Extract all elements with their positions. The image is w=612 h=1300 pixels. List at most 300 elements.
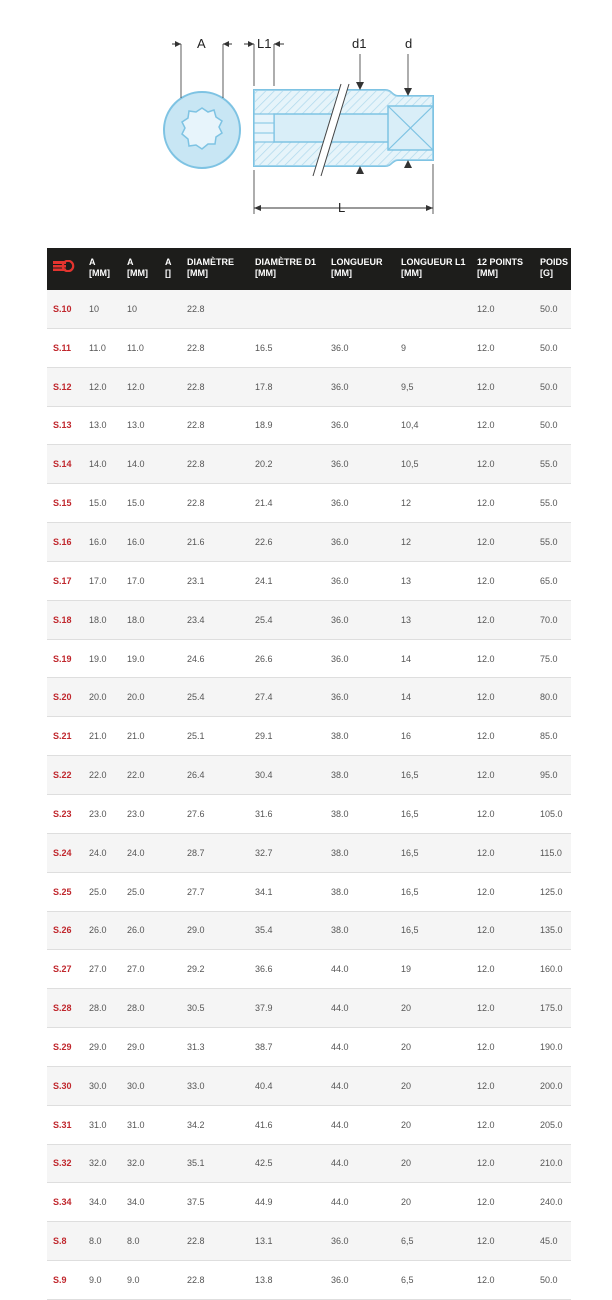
table-cell: 125.0: [534, 872, 571, 911]
table-cell: 50.0: [534, 406, 571, 445]
table-row: [47, 794, 571, 833]
product-reference[interactable]: S.19: [47, 639, 83, 678]
product-reference[interactable]: S.34: [47, 1183, 83, 1222]
table-cell: 12.0: [83, 367, 121, 406]
table-cell: 105.0: [534, 794, 571, 833]
table-cell: 26.0: [121, 911, 159, 950]
table-cell: 38.0: [325, 911, 395, 950]
table-cell: 29.0: [181, 911, 249, 950]
column-header-unit: [G]: [540, 268, 553, 278]
table-cell: 18.9: [249, 406, 325, 445]
table-cell: [159, 950, 181, 989]
table-cell: 9,5: [395, 367, 471, 406]
table-cell: 16.0: [121, 523, 159, 562]
label-l: L: [338, 200, 346, 215]
table-cell: 29.1: [249, 717, 325, 756]
table-cell: [159, 1144, 181, 1183]
table-cell: 24.1: [249, 561, 325, 600]
table-cell: 10: [83, 290, 121, 328]
table-cell: 26.0: [83, 911, 121, 950]
table-cell: 12.0: [471, 1144, 534, 1183]
table-cell: 41.6: [249, 1105, 325, 1144]
table-cell: 50.0: [534, 290, 571, 328]
table-cell: 20.2: [249, 445, 325, 484]
product-reference[interactable]: S.30: [47, 1066, 83, 1105]
table-cell: 30.0: [121, 1066, 159, 1105]
label-d1: d1: [352, 36, 367, 51]
table-cell: 24.0: [83, 833, 121, 872]
table-row: [47, 989, 571, 1028]
table-cell: 20: [395, 1066, 471, 1105]
column-header-title: A: [89, 257, 96, 267]
table-cell: 36.0: [325, 1222, 395, 1261]
table-cell: 14.0: [121, 445, 159, 484]
table-cell: 15.0: [121, 484, 159, 523]
table-cell: 12.0: [471, 445, 534, 484]
table-cell: 28.0: [121, 989, 159, 1028]
table-cell: 24.6: [181, 639, 249, 678]
table-cell: 19.0: [83, 639, 121, 678]
table-cell: [159, 1183, 181, 1222]
table-cell: 13.0: [121, 406, 159, 445]
table-cell: 31.6: [249, 794, 325, 833]
table-row: [47, 367, 571, 406]
table-cell: [159, 1105, 181, 1144]
product-reference[interactable]: S.13: [47, 406, 83, 445]
brand-logo-icon: [53, 260, 75, 272]
label-d: d: [405, 36, 413, 51]
table-cell: 23.1: [181, 561, 249, 600]
table-cell: 32.0: [121, 1144, 159, 1183]
product-reference[interactable]: S.31: [47, 1105, 83, 1144]
table-row: [47, 523, 571, 562]
table-cell: 12.0: [471, 1028, 534, 1067]
table-cell: 10,5: [395, 445, 471, 484]
table-cell: 12.0: [471, 911, 534, 950]
table-cell: [159, 1222, 181, 1261]
table-row: [47, 406, 571, 445]
table-cell: 36.6: [249, 950, 325, 989]
table-cell: 38.0: [325, 756, 395, 795]
table-cell: 33.0: [181, 1066, 249, 1105]
table-cell: 22.8: [181, 1261, 249, 1300]
table-cell: 25.0: [83, 872, 121, 911]
table-cell: 42.5: [249, 1144, 325, 1183]
table-cell: 29.0: [83, 1028, 121, 1067]
table-cell: 20: [395, 989, 471, 1028]
column-header-unit: [MM]: [187, 268, 208, 278]
table-cell: [159, 989, 181, 1028]
table-cell: [159, 406, 181, 445]
table-cell: 22.6: [249, 523, 325, 562]
table-cell: 12.0: [471, 989, 534, 1028]
table-cell: 160.0: [534, 950, 571, 989]
table-cell: 13.1: [249, 1222, 325, 1261]
table-cell: 35.4: [249, 911, 325, 950]
table-cell: 36.0: [325, 484, 395, 523]
table-cell: 30.5: [181, 989, 249, 1028]
table-cell: 38.0: [325, 833, 395, 872]
table-cell: 26.4: [181, 756, 249, 795]
table-cell: 12.0: [471, 872, 534, 911]
table-row: [47, 1222, 571, 1261]
table-cell: 12: [395, 523, 471, 562]
table-row: [47, 717, 571, 756]
table-cell: 19.0: [121, 639, 159, 678]
table-cell: 22.8: [181, 445, 249, 484]
product-reference[interactable]: S.12: [47, 367, 83, 406]
table-cell: 16.5: [249, 328, 325, 367]
table-cell: 205.0: [534, 1105, 571, 1144]
table-cell: 15.0: [83, 484, 121, 523]
socket-side-view: [254, 84, 433, 176]
table-cell: 12.0: [471, 1105, 534, 1144]
table-cell: 50.0: [534, 328, 571, 367]
socket-front-view: [164, 92, 240, 168]
table-cell: 16.0: [83, 523, 121, 562]
table-cell: [159, 1261, 181, 1300]
table-cell: 200.0: [534, 1066, 571, 1105]
table-cell: 27.0: [83, 950, 121, 989]
table-cell: 31.3: [181, 1028, 249, 1067]
table-cell: [159, 1066, 181, 1105]
table-cell: 12: [395, 484, 471, 523]
table-cell: 9.0: [121, 1261, 159, 1300]
dimension-a: [172, 36, 232, 98]
table-cell: 27.4: [249, 678, 325, 717]
table-cell: 22.0: [121, 756, 159, 795]
table-cell: [159, 717, 181, 756]
table-cell: 26.6: [249, 639, 325, 678]
table-cell: [159, 833, 181, 872]
table-cell: 29.0: [121, 1028, 159, 1067]
table-cell: 12.0: [471, 600, 534, 639]
table-cell: 55.0: [534, 484, 571, 523]
table-cell: 12.0: [471, 678, 534, 717]
table-cell: 16,5: [395, 833, 471, 872]
table-cell: [159, 911, 181, 950]
table-cell: 25.0: [121, 872, 159, 911]
table-cell: 11.0: [121, 328, 159, 367]
table-cell: 12.0: [471, 950, 534, 989]
table-cell: [159, 367, 181, 406]
table-cell: [159, 484, 181, 523]
table-cell: [159, 600, 181, 639]
table-cell: 20: [395, 1144, 471, 1183]
table-cell: 32.0: [83, 1144, 121, 1183]
table-cell: 17.8: [249, 367, 325, 406]
product-reference[interactable]: S.25: [47, 872, 83, 911]
column-header-unit: [MM]: [477, 268, 498, 278]
table-cell: 23.4: [181, 600, 249, 639]
table-cell: 21.0: [83, 717, 121, 756]
table-cell: [159, 523, 181, 562]
table-cell: [395, 290, 471, 328]
table-cell: 12.0: [471, 756, 534, 795]
table-cell: 10: [121, 290, 159, 328]
product-reference[interactable]: S.29: [47, 1028, 83, 1067]
table-cell: 12.0: [471, 523, 534, 562]
table-row: [47, 756, 571, 795]
table-cell: 16,5: [395, 872, 471, 911]
column-header-title: LONGUEUR L1: [401, 257, 466, 267]
product-reference[interactable]: S.26: [47, 911, 83, 950]
table-cell: 12.0: [471, 639, 534, 678]
table-cell: 6,5: [395, 1222, 471, 1261]
table-cell: 40.4: [249, 1066, 325, 1105]
product-reference[interactable]: S.21: [47, 717, 83, 756]
column-header-unit: [MM]: [401, 268, 422, 278]
column-header-title: 12 POINTS: [477, 257, 524, 267]
table-row: [47, 833, 571, 872]
table-cell: 8.0: [83, 1222, 121, 1261]
column-header-title: POIDS: [540, 257, 569, 267]
table-cell: 34.1: [249, 872, 325, 911]
table-row: [47, 911, 571, 950]
table-cell: 12.0: [471, 1261, 534, 1300]
table-row: [47, 1144, 571, 1183]
table-cell: [159, 561, 181, 600]
table-cell: 38.7: [249, 1028, 325, 1067]
table-cell: 36.0: [325, 1261, 395, 1300]
table-cell: 20: [395, 1028, 471, 1067]
table-cell: 36.0: [325, 678, 395, 717]
table-cell: 37.5: [181, 1183, 249, 1222]
table-cell: [159, 756, 181, 795]
table-row: [47, 484, 571, 523]
table-cell: 31.0: [121, 1105, 159, 1144]
header-logo-cell: [47, 248, 83, 290]
table-cell: 12.0: [471, 290, 534, 328]
table-cell: 9.0: [83, 1261, 121, 1300]
table-cell: 16,5: [395, 794, 471, 833]
table-cell: [249, 290, 325, 328]
table-cell: 25.1: [181, 717, 249, 756]
table-cell: 9: [395, 328, 471, 367]
table-cell: 85.0: [534, 717, 571, 756]
table-cell: 70.0: [534, 600, 571, 639]
product-reference[interactable]: S.20: [47, 678, 83, 717]
table-cell: 29.2: [181, 950, 249, 989]
table-cell: 45.0: [534, 1222, 571, 1261]
table-cell: 12.0: [471, 367, 534, 406]
table-cell: 16,5: [395, 756, 471, 795]
table-cell: 20: [395, 1105, 471, 1144]
table-cell: 115.0: [534, 833, 571, 872]
table-cell: 23.0: [83, 794, 121, 833]
column-header-unit: [MM]: [331, 268, 352, 278]
table-row: [47, 1261, 571, 1300]
table-cell: 95.0: [534, 756, 571, 795]
table-cell: 44.0: [325, 1028, 395, 1067]
table-cell: 12.0: [471, 328, 534, 367]
table-cell: 22.8: [181, 328, 249, 367]
table-cell: 12.0: [471, 1183, 534, 1222]
table-cell: 25.4: [181, 678, 249, 717]
column-header-title: A: [165, 257, 172, 267]
product-reference[interactable]: S.10: [47, 290, 83, 328]
table-row: [47, 290, 571, 328]
table-cell: 44.0: [325, 1066, 395, 1105]
table-row: [47, 561, 571, 600]
product-reference[interactable]: S.11: [47, 328, 83, 367]
table-cell: 20: [395, 1183, 471, 1222]
table-cell: 12.0: [471, 561, 534, 600]
column-header: [534, 248, 571, 290]
column-header: [121, 248, 159, 290]
table-cell: 50.0: [534, 367, 571, 406]
table-cell: 12.0: [471, 717, 534, 756]
product-reference[interactable]: S.22: [47, 756, 83, 795]
table-row: [47, 1066, 571, 1105]
table-cell: 175.0: [534, 989, 571, 1028]
table-row: [47, 1105, 571, 1144]
table-row: [47, 950, 571, 989]
table-cell: [159, 1028, 181, 1067]
column-header: [249, 248, 325, 290]
table-cell: 22.8: [181, 484, 249, 523]
table-cell: 13: [395, 561, 471, 600]
table-cell: 13.0: [83, 406, 121, 445]
table-cell: 44.0: [325, 989, 395, 1028]
table-cell: 75.0: [534, 639, 571, 678]
table-cell: 30.0: [83, 1066, 121, 1105]
table-row: [47, 600, 571, 639]
table-cell: 50.0: [534, 1261, 571, 1300]
column-header-title: DIAMÈTRE D1: [255, 257, 317, 267]
table-cell: 27.6: [181, 794, 249, 833]
column-header-title: DIAMÈTRE: [187, 257, 234, 267]
table-cell: 14: [395, 639, 471, 678]
table-cell: 35.1: [181, 1144, 249, 1183]
product-reference[interactable]: S.18: [47, 600, 83, 639]
product-reference[interactable]: S.14: [47, 445, 83, 484]
table-cell: 34.0: [121, 1183, 159, 1222]
product-reference[interactable]: S.32: [47, 1144, 83, 1183]
table-cell: 21.6: [181, 523, 249, 562]
table-cell: [159, 872, 181, 911]
table-cell: 36.0: [325, 406, 395, 445]
column-header: [395, 248, 471, 290]
table-cell: 12.0: [471, 1066, 534, 1105]
product-reference[interactable]: S.15: [47, 484, 83, 523]
table-row: [47, 1183, 571, 1222]
table-cell: 36.0: [325, 367, 395, 406]
table-cell: [159, 445, 181, 484]
product-reference[interactable]: S.16: [47, 523, 83, 562]
table-cell: 38.0: [325, 872, 395, 911]
label-a: A: [197, 36, 206, 51]
table-row: [47, 678, 571, 717]
table-row: [47, 639, 571, 678]
product-reference[interactable]: S.23: [47, 794, 83, 833]
table-cell: [159, 328, 181, 367]
table-cell: 55.0: [534, 523, 571, 562]
table-cell: [325, 290, 395, 328]
table-cell: 12.0: [471, 794, 534, 833]
table-cell: 12.0: [471, 833, 534, 872]
table-cell: 22.8: [181, 406, 249, 445]
table-cell: 20.0: [121, 678, 159, 717]
column-header-unit: [MM]: [89, 268, 110, 278]
dimension-l1: [244, 36, 284, 86]
column-header: [159, 248, 181, 290]
label-l1: L1: [257, 36, 272, 51]
table-cell: [159, 678, 181, 717]
table-cell: 13.8: [249, 1261, 325, 1300]
table-row: [47, 1028, 571, 1067]
table-cell: 31.0: [83, 1105, 121, 1144]
column-header: [471, 248, 534, 290]
column-header: [325, 248, 395, 290]
table-cell: 30.4: [249, 756, 325, 795]
product-reference[interactable]: S.27: [47, 950, 83, 989]
table-cell: 17.0: [121, 561, 159, 600]
table-cell: 135.0: [534, 911, 571, 950]
table-cell: 8.0: [121, 1222, 159, 1261]
table-cell: 27.0: [121, 950, 159, 989]
table-cell: 28.0: [83, 989, 121, 1028]
column-header: [181, 248, 249, 290]
table-cell: 37.9: [249, 989, 325, 1028]
table-cell: 20.0: [83, 678, 121, 717]
table-cell: 16,5: [395, 911, 471, 950]
table-cell: 190.0: [534, 1028, 571, 1067]
table-cell: 28.7: [181, 833, 249, 872]
table-cell: 36.0: [325, 523, 395, 562]
table-cell: 36.0: [325, 445, 395, 484]
socket-dimension-diagram: [150, 28, 450, 228]
table-cell: 12.0: [471, 1222, 534, 1261]
table-cell: [159, 639, 181, 678]
table-cell: 34.0: [83, 1183, 121, 1222]
table-cell: 210.0: [534, 1144, 571, 1183]
table-cell: 24.0: [121, 833, 159, 872]
product-reference[interactable]: S.24: [47, 833, 83, 872]
column-header-unit: [MM]: [255, 268, 276, 278]
table-cell: 38.0: [325, 717, 395, 756]
dimension-l: [254, 164, 433, 215]
product-reference[interactable]: S.17: [47, 561, 83, 600]
table-cell: 36.0: [325, 561, 395, 600]
table-cell: 36.0: [325, 600, 395, 639]
table-cell: 10,4: [395, 406, 471, 445]
table-cell: 14: [395, 678, 471, 717]
table-cell: 11.0: [83, 328, 121, 367]
column-header-title: LONGUEUR: [331, 257, 383, 267]
column-header-unit: [MM]: [127, 268, 148, 278]
table-cell: 22.8: [181, 1222, 249, 1261]
table-cell: 36.0: [325, 328, 395, 367]
table-header-row: [47, 248, 571, 290]
table-row: [47, 872, 571, 911]
column-header: [83, 248, 121, 290]
table-cell: 23.0: [121, 794, 159, 833]
product-reference[interactable]: S.9: [47, 1261, 83, 1300]
table-cell: 21.0: [121, 717, 159, 756]
product-spec-table: [47, 248, 571, 1300]
table-cell: 32.7: [249, 833, 325, 872]
product-reference[interactable]: S.8: [47, 1222, 83, 1261]
table-cell: 14.0: [83, 445, 121, 484]
table-cell: 44.0: [325, 1144, 395, 1183]
table-cell: 18.0: [83, 600, 121, 639]
product-reference[interactable]: S.28: [47, 989, 83, 1028]
column-header-title: A: [127, 257, 134, 267]
table-row: [47, 328, 571, 367]
table-cell: 36.0: [325, 639, 395, 678]
table-cell: 65.0: [534, 561, 571, 600]
